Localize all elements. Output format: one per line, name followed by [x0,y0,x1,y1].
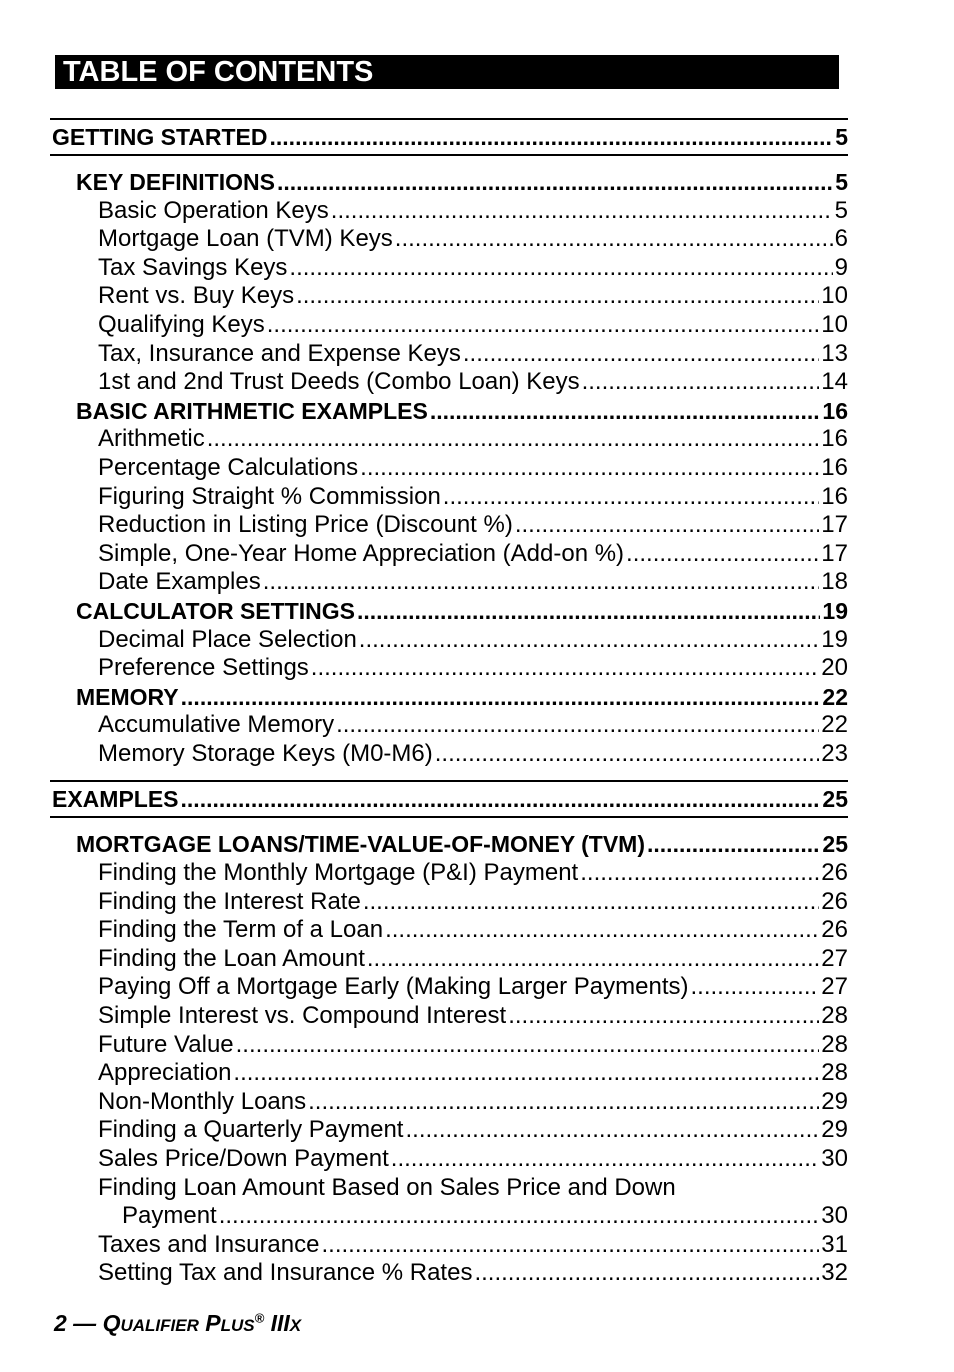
toc-entry-first-line: Finding Loan Amount Based on Sales Price and Down [98,1173,676,1201]
toc-entry [50,568,848,597]
toc-entry [50,740,848,769]
toc-entry-page: 20 [821,654,848,682]
toc-entry [50,454,848,483]
toc-entry-label: Arithmetic [98,425,205,453]
toc-entry-label: Tax Savings Keys [98,253,288,281]
dot-leader [357,597,820,626]
toc-subsection [50,683,848,712]
dot-leader [582,368,820,397]
toc-entry [50,511,848,540]
dot-leader [395,225,833,254]
toc-entry-page: 29 [821,1087,848,1115]
dot-leader [308,1088,819,1117]
toc-entry-page: 26 [821,916,848,944]
dot-leader [626,540,819,569]
toc-entry-label: Finding a Quarterly Payment [98,1116,404,1144]
dot-leader [474,1259,819,1288]
dot-leader [690,973,819,1002]
dot-leader [508,1002,819,1031]
toc-entry-label: Finding the Monthly Mortgage (P&I) Payment [98,859,579,887]
toc-entry-page: 6 [834,225,848,253]
toc-entry [50,340,848,369]
toc-subsection-page: 19 [822,597,848,624]
toc-section-label: GETTING STARTED [52,124,268,150]
toc-subsection-page: 22 [822,683,848,710]
toc-subsection [50,397,848,426]
dot-leader [405,1116,819,1145]
toc-entry-page: 28 [821,1030,848,1058]
toc-entry-label: Accumulative Memory [98,711,335,739]
dot-leader [321,1231,819,1260]
toc-entry [50,1259,848,1288]
dot-leader [207,425,820,454]
toc-entry-page: 16 [821,425,848,453]
toc-section-page: 25 [822,786,848,813]
toc-subsection [50,597,848,626]
toc-entry-label: Preference Settings [98,654,309,682]
toc-entry-page: 29 [821,1116,848,1144]
toc-entry [50,1088,848,1117]
toc-entry [50,1002,848,1031]
toc-entry-page: 27 [821,973,848,1001]
toc-entry-page: 32 [821,1259,848,1287]
dot-leader [331,197,833,226]
toc-subsection-label: BASIC ARITHMETIC EXAMPLES [76,397,428,424]
toc-entry-label: Decimal Place Selection [98,625,357,653]
toc-entry-page: 5 [834,196,848,224]
toc-entry-label: Appreciation [98,1059,232,1087]
toc-subsection-page: 16 [822,397,848,424]
dot-leader [289,254,832,283]
toc-entry [50,282,848,311]
toc-section [50,780,848,818]
toc-entry [50,540,848,569]
toc-entry-label: Simple Interest vs. Compound Interest [98,1002,507,1030]
dot-leader [263,568,820,597]
toc-entry [50,916,848,945]
toc-entry [50,483,848,512]
toc-entry [50,197,848,226]
toc-entry [50,225,848,254]
toc-entry-page: 26 [821,887,848,915]
toc-entry-page: 31 [821,1230,848,1258]
dot-leader [267,311,820,340]
toc-section-label: EXAMPLES [52,786,179,813]
toc-entry-label: Qualifying Keys [98,310,265,338]
dot-leader [336,711,819,740]
toc-subsection [50,830,848,859]
dot-leader [360,454,819,483]
toc-section-page: 5 [835,124,848,150]
toc-entry [50,711,848,740]
dot-leader [463,340,819,369]
page-footer: 2 — QUALIFIER PLUS® IIIX [54,1310,302,1336]
toc-entry-label: Finding the Loan Amount [98,944,365,972]
toc-entry-label: Rent vs. Buy Keys [98,282,295,310]
dot-leader [181,683,821,712]
dot-leader [367,945,819,974]
toc-entry-page: 28 [821,1059,848,1087]
toc-entry-label: Non-Monthly Loans [98,1087,307,1115]
toc-entry [50,368,848,397]
toc-entry [50,859,848,888]
toc-entry-label: Tax, Insurance and Expense Keys [98,339,461,367]
footer-page-number: 2 — [54,1310,97,1336]
toc-entry-label: Paying Off a Mortgage Early (Making Larger Payments) [98,973,689,1001]
toc-subsection-page: 5 [835,169,848,195]
toc-entry [50,654,848,683]
toc-entry [50,626,848,655]
toc-entry-label: Figuring Straight % Commission [98,482,441,510]
toc-entry-label: Percentage Calculations [98,453,359,481]
page-title: TABLE OF CONTENTS [55,55,839,89]
toc-entry-page: 30 [821,1145,848,1172]
dot-leader [515,511,819,540]
dot-leader [219,1202,820,1231]
dot-leader [430,397,821,426]
toc-entry-page: 9 [834,253,848,281]
toc-entry-page: 17 [821,539,848,567]
toc-entry-label: Basic Operation Keys [98,196,329,224]
toc-entry [50,1145,848,1174]
toc-entry-label: Simple, One-Year Home Appreciation (Add-on %) [98,539,625,567]
toc-entry-label: Future Value [98,1030,234,1058]
dot-leader [181,782,821,816]
toc-entry-label: Mortgage Loan (TVM) Keys [98,225,393,253]
toc-entry-label: Date Examples [98,568,261,596]
toc-subsection-label: CALCULATOR SETTINGS [76,597,355,624]
dot-leader [647,830,820,859]
toc-entry-page: 30 [821,1202,848,1230]
toc-entry-label: 1st and 2nd Trust Deeds (Combo Loan) Keys [98,368,580,396]
toc-subsection-page: 25 [822,831,848,858]
toc-entry-label: Memory Storage Keys (M0-M6) [98,739,433,767]
toc-entry-page: 13 [821,339,848,367]
toc-entry-page: 14 [821,368,848,396]
toc-entry-page: 22 [821,711,848,739]
toc-entry-page: 10 [821,310,848,338]
toc-subsection-label: MEMORY [76,683,179,710]
toc-subsection-label: KEY DEFINITIONS [76,169,275,195]
dot-leader [296,282,819,311]
toc-subsection [50,168,848,197]
toc-entry [50,945,848,974]
toc-entry-label: Finding the Term of a Loan [98,916,384,944]
toc-entry [50,1202,848,1231]
toc-subsection-label: MORTGAGE LOANS/TIME-VALUE-OF-MONEY (TVM) [76,831,646,858]
toc-entry [50,425,848,454]
toc-entry-label: Reduction in Listing Price (Discount %) [98,511,513,539]
toc-section [50,118,848,156]
dot-leader [359,626,820,655]
toc-entry-page: 28 [821,1002,848,1030]
toc-entry-label: Payment [122,1202,217,1230]
toc-entry-page: 26 [821,859,848,887]
toc-entry [50,1231,848,1260]
toc-entry-page: 16 [821,482,848,510]
dot-leader [435,740,820,769]
dot-leader [311,654,820,683]
toc-entry [50,1031,848,1060]
dot-leader [363,888,819,917]
dot-leader [277,168,833,197]
toc-entry-label: Taxes and Insurance [98,1230,320,1258]
toc-entry [50,1059,848,1088]
dot-leader [236,1031,820,1060]
toc-entry [50,1116,848,1145]
dot-leader [385,916,819,945]
toc-entry-page: 17 [821,511,848,539]
toc-entry-page: 23 [821,739,848,767]
toc-entry-page: 10 [821,282,848,310]
toc-entry-label: Finding the Interest Rate [98,887,361,915]
toc-entry [50,311,848,340]
toc-entry-page: 27 [821,944,848,972]
toc-entry-page: 18 [821,568,848,596]
dot-leader [270,120,834,154]
toc-entry [50,973,848,1002]
table-of-contents [50,118,848,1288]
toc-entry-label: Setting Tax and Insurance % Rates [98,1259,473,1287]
toc-entry-label: Sales Price/Down Payment [98,1145,389,1172]
dot-leader [443,483,820,512]
dot-leader [580,859,819,888]
toc-entry-page: 19 [821,625,848,653]
toc-entry-page: 16 [821,453,848,481]
toc-entry [50,254,848,283]
dot-leader [391,1145,820,1174]
toc-entry [50,888,848,917]
dot-leader [233,1059,819,1088]
